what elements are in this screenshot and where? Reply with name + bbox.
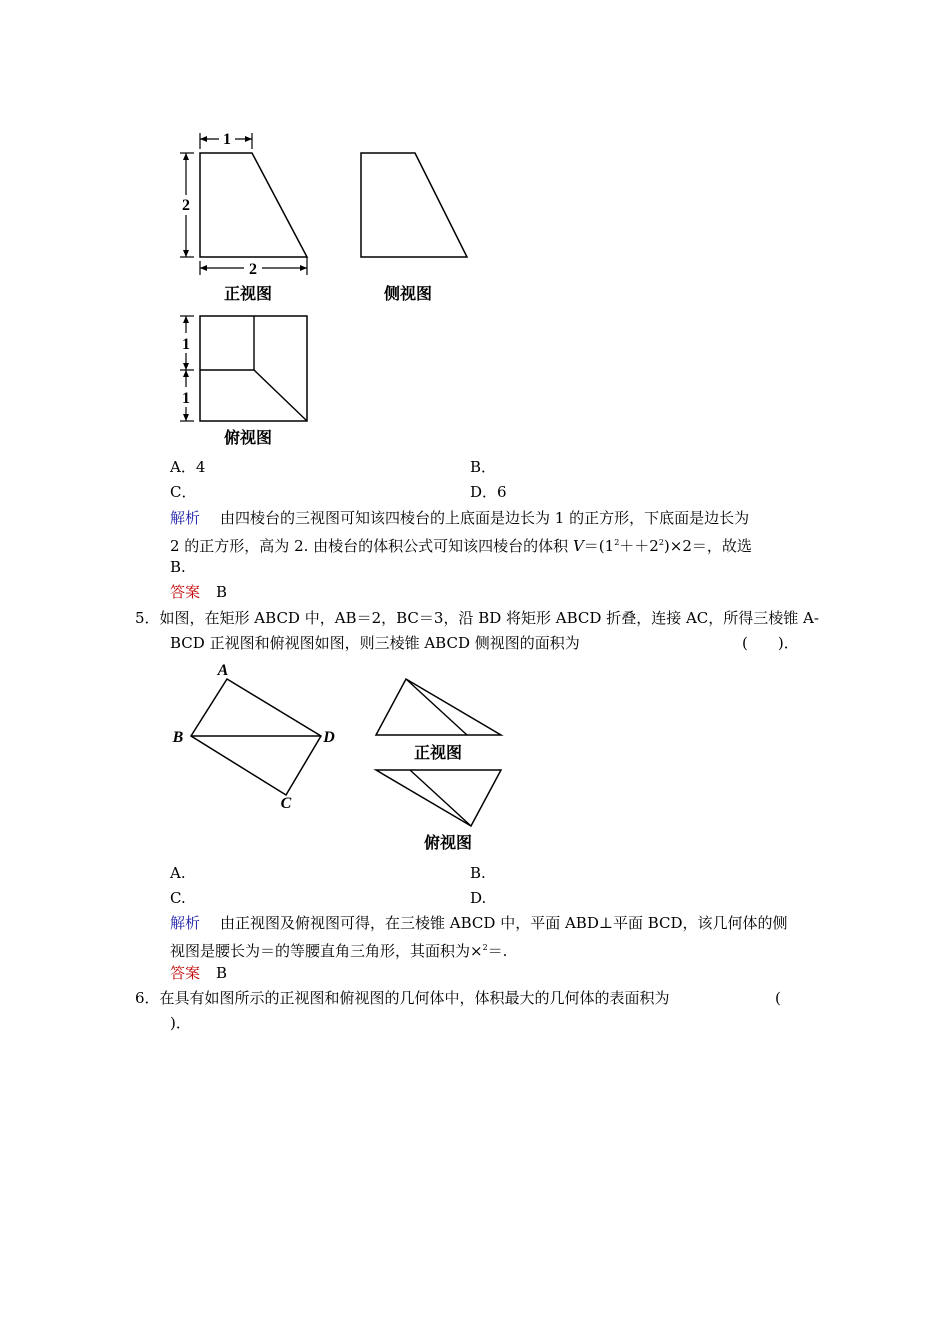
q4-top-dim-2: 1: [182, 390, 190, 407]
q4-answer-label: 答案: [170, 583, 201, 601]
q5-analysis-line2: 视图是腰长为＝的等腰直角三角形，其面积为×$^2$＝.: [170, 942, 508, 960]
q5-point-d: D: [323, 729, 335, 746]
q4-analysis-label: 解析: [170, 509, 201, 527]
q5-option-b: B.: [470, 864, 486, 882]
q5-figure: [165, 655, 515, 855]
q5-stem-line1: 5．如图，在矩形 ABCD 中，AB＝2，BC＝3，沿 BD 将矩形 ABCD 折叠，连接 AC，所得三棱锥 A-: [135, 609, 819, 627]
q4-analysis-line2: 2 的正方形，高为 2. 由棱台的体积公式可知该四棱台的体积 $V=(1^2++2^2)\times 2=$，故选: [170, 537, 752, 555]
q4-analysis-text-1: 由四棱台的三视图可知该四棱台的上底面是边长为 1 的正方形，下底面是边长为: [220, 509, 750, 527]
q4-top-dim-1: 1: [182, 336, 190, 353]
q4-option-b: B．: [470, 458, 497, 476]
q5-analysis-line1: [170, 913, 788, 933]
q4-dim-bottom: 2: [249, 261, 257, 278]
q5-option-c: C.: [170, 889, 186, 907]
q4-dim-top: 1: [223, 131, 231, 148]
q4-top-view-label: 俯视图: [223, 430, 273, 447]
q4-side-view-shape: [361, 153, 467, 257]
q5-answer: [170, 963, 227, 983]
q4-front-view-shape: [200, 153, 307, 257]
q4-three-view-figure: [170, 125, 490, 455]
q4-answer: [170, 582, 227, 602]
q4-dim-left: 2: [182, 197, 190, 214]
q4-option-a: A．4: [170, 458, 206, 476]
q4-side-view-label: 侧视图: [383, 286, 433, 303]
q5-answer-blank: ( )．: [742, 634, 799, 652]
q5-top-view-label: 俯视图: [423, 835, 473, 852]
q5-front-view-shape: [376, 679, 501, 735]
q5-answer-value: B: [216, 964, 228, 982]
q5-option-a: A.: [170, 864, 186, 882]
q4-option-d: D．6: [470, 483, 507, 501]
q5-option-d: D.: [470, 889, 487, 907]
q5-stem-line2: BCD 正视图和俯视图如图，则三棱锥 ABCD 侧视图的面积为: [170, 634, 580, 652]
q5-front-view-label: 正视图: [413, 745, 463, 762]
q6-stem-line1: 6．在具有如图所示的正视图和俯视图的几何体中，体积最大的几何体的表面积为: [135, 989, 670, 1007]
q6-answer-blank-open: (: [775, 989, 781, 1007]
q5-point-b: B: [172, 729, 184, 746]
q5-top-view-shape: [376, 770, 501, 826]
q5-analysis-text-1: 由正视图及俯视图可得，在三棱锥 ABCD 中，平面 ABD⊥平面 BCD，该几何体的侧: [220, 914, 788, 932]
q4-analysis-line3: B.: [170, 558, 186, 576]
q5-point-c: C: [280, 795, 292, 812]
q5-analysis-label: 解析: [170, 914, 201, 932]
q5-point-a: A: [217, 662, 229, 679]
q4-answer-value: B: [216, 583, 228, 601]
q5-rectangle-abcd: [191, 679, 321, 795]
q6-stem-line2: )．: [170, 1014, 191, 1032]
q4-option-c: C．: [170, 483, 197, 501]
q4-analysis-line1: [170, 508, 749, 528]
q5-answer-label: 答案: [170, 964, 201, 982]
q4-front-view-label: 正视图: [223, 286, 273, 303]
